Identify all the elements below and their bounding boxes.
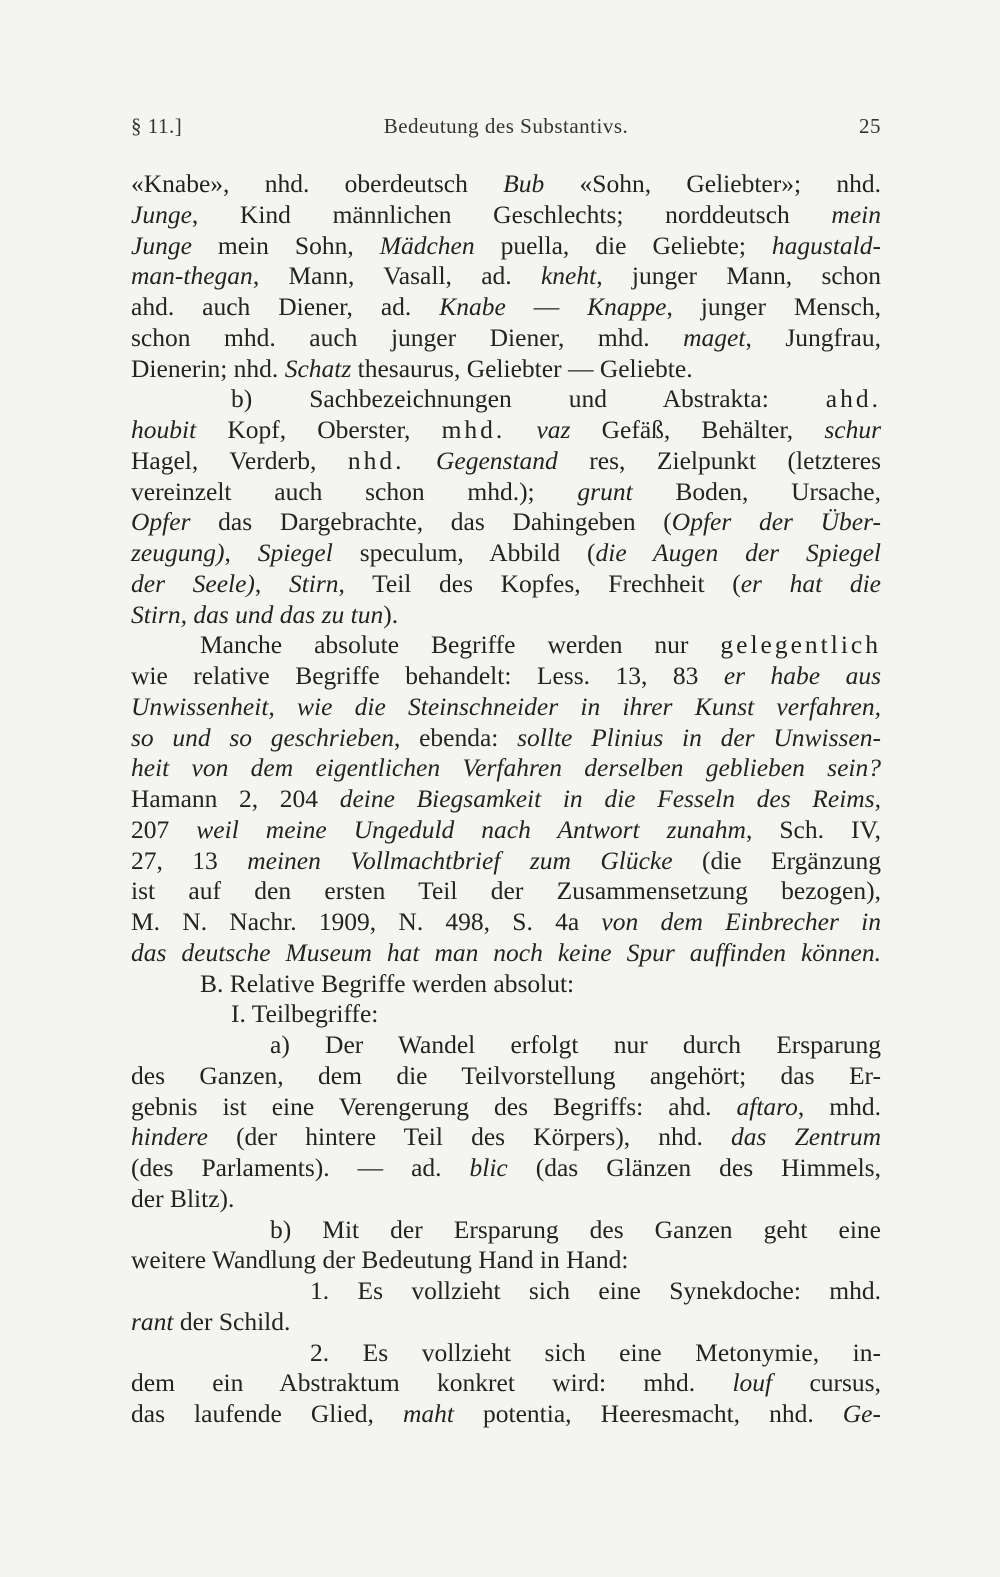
italic-term: Stirn — [288, 568, 339, 598]
text-segment: Dienerin; nhd. — [131, 353, 285, 383]
italic-term: Spiegel — [257, 538, 333, 567]
italic-term: Knabe — [439, 292, 506, 321]
italic-term: die Augen der Spiegel — [595, 538, 882, 567]
page-number: 25 — [859, 114, 881, 138]
text-line — [131, 690, 881, 724]
italic-term: Opfer der Über- — [671, 507, 881, 537]
text-segment: Kopf, Oberster, — [196, 415, 442, 444]
text-line — [131, 1059, 881, 1093]
italic-term: meinen Vollmachtbrief zum Glücke — [247, 845, 673, 875]
text-line — [131, 782, 881, 816]
italic-term: von dem Einbrecher in — [601, 907, 881, 936]
text-segment: speculum, Abbild ( — [332, 538, 596, 567]
italic-term: vaz — [536, 415, 571, 444]
text-line — [131, 1397, 881, 1431]
text-segment: ahd. — [825, 384, 881, 414]
text-line — [131, 567, 881, 601]
text-line — [131, 1305, 881, 1339]
text-segment: (des Parlaments). — ad. — [131, 1153, 470, 1182]
text-segment: , — [254, 568, 289, 598]
italic-term: maget — [683, 322, 746, 352]
text-segment: gebnis ist eine Verengerung des Begriffs: ahd. — [131, 1091, 737, 1121]
text-line — [131, 1182, 881, 1216]
italic-term: Junge — [131, 199, 192, 229]
text-line — [131, 1090, 881, 1124]
italic-term: Opfer — [131, 507, 191, 537]
text-line — [131, 505, 881, 539]
text-segment: (das Glänzen des Himmels, — [507, 1153, 881, 1182]
italic-term: rant — [131, 1306, 174, 1336]
text-line — [131, 659, 881, 693]
text-segment: M. N. Nachr. 1909, N. 498, S. 4a — [131, 907, 602, 936]
text-segment: (der hintere Teil des Körpers), nhd. — [207, 1122, 732, 1152]
text-segment: , — [224, 538, 258, 567]
italic-term: so und so geschrieben — [131, 722, 394, 752]
text-segment: cursus, — [772, 1368, 881, 1398]
text-line — [131, 598, 881, 632]
italic-term: heit von dem eigentlichen Verfahren derselben geblieben sein? — [131, 753, 881, 783]
text-segment: wie relative Begriffe behandelt: Less. 13, 83 — [131, 661, 724, 690]
text-segment: 1. Es vollzieht sich eine Synekdoche: mhd. — [310, 1276, 881, 1305]
text-segment: b) Sachbezeichnungen und Abstrakta: — [231, 384, 826, 414]
text-segment: , Jungfrau, — [745, 322, 881, 352]
text-line — [270, 1028, 881, 1062]
text-segment: ). — [383, 599, 399, 629]
italic-term: deine Biegsamkeit in die Fesseln des Reims, — [339, 784, 881, 813]
text-segment: — — [505, 292, 588, 321]
text-segment: , mhd. — [797, 1091, 881, 1121]
text-segment: 2. Es vollzieht sich eine Metonymie, in- — [310, 1337, 881, 1367]
text-line — [131, 475, 881, 509]
italic-term: houbit — [131, 415, 197, 444]
text-segment: res, Zielpunkt (letzteres — [557, 445, 881, 475]
text-line — [131, 444, 881, 478]
text-line — [200, 967, 881, 1001]
italic-term: man-thegan — [131, 261, 253, 291]
text-segment: , Mann, Vasall, ad. — [252, 261, 541, 291]
text-line — [310, 1274, 881, 1308]
text-segment: I. Teilbegriffe: — [231, 999, 379, 1029]
section-marker: § 11.] — [131, 114, 183, 138]
text-segment: gelegentlich — [720, 630, 881, 660]
text-segment: der Blitz). — [131, 1183, 235, 1213]
italic-term: er hat die — [740, 568, 881, 598]
text-segment: des Ganzen, dem die Teilvorstellung angehört; das Er- — [131, 1060, 881, 1090]
text-segment: b) Mit der Ersparung des Ganzen geht eine — [270, 1214, 881, 1244]
text-segment: «Knabe», nhd. oberdeutsch — [131, 169, 504, 198]
text-segment: «Sohn, Geliebter»; nhd. — [544, 169, 881, 198]
text-line — [131, 751, 881, 785]
text-segment: Hamann 2, 204 — [131, 784, 340, 813]
text-segment: das laufende Glied, — [131, 1399, 403, 1428]
text-line — [231, 382, 881, 416]
italic-term: er habe aus — [723, 661, 882, 690]
text-segment: weitere Wandlung der Bedeutung Hand in Hand: — [131, 1245, 629, 1275]
text-segment: der Schild. — [173, 1306, 291, 1336]
text-line — [270, 1213, 881, 1247]
text-segment: Gefäß, Behälter, — [570, 415, 825, 444]
text-line — [131, 198, 881, 232]
text-line — [131, 290, 881, 324]
text-segment — [405, 446, 437, 475]
text-segment: dem ein Abstraktum konkret wird: mhd. — [131, 1368, 733, 1398]
italic-term: Unwissenheit, wie die Steinschneider in ihrer Kunst verfahren, — [131, 691, 881, 721]
italic-term: Gegenstand — [436, 445, 558, 475]
text-segment: nhd. — [347, 445, 405, 475]
text-line — [310, 1336, 881, 1370]
text-segment: das Dargebrachte, das Dahingeben ( — [190, 507, 672, 537]
italic-term: mein — [831, 199, 881, 229]
running-title: Bedeutung des Substantivs. — [383, 114, 629, 138]
text-line — [131, 229, 881, 263]
text-segment: , Sch. IV, — [745, 814, 882, 844]
italic-term: Ge- — [842, 1399, 881, 1428]
text-segment: a) Der Wandel erfolgt nur durch Ersparung — [270, 1030, 881, 1059]
italic-term: Schatz — [284, 353, 352, 383]
text-segment: puella, die Geliebte; — [474, 230, 772, 260]
text-line — [131, 536, 881, 570]
text-segment: vereinzelt auch schon mhd.); — [131, 476, 578, 506]
text-line — [131, 844, 881, 878]
italic-term: hindere — [131, 1122, 208, 1152]
text-line — [131, 874, 881, 908]
text-segment: Hagel, Verderb, — [131, 445, 348, 475]
text-segment: B. Relative Begriffe werden absolut: — [200, 968, 575, 998]
text-segment: Manche absolute Begriffe werden nur — [200, 630, 721, 660]
text-line — [131, 905, 881, 939]
text-line — [131, 1366, 881, 1400]
text-line — [131, 413, 881, 447]
italic-term: aftaro — [736, 1091, 798, 1121]
italic-term: hagustald- — [771, 230, 881, 260]
italic-term: sollte Plinius in der Unwissen- — [517, 722, 881, 752]
italic-term: blic — [469, 1153, 508, 1182]
text-line — [131, 813, 881, 847]
italic-term: schur — [824, 415, 881, 444]
text-segment: schon mhd. auch junger Diener, mhd. — [131, 322, 684, 352]
text-segment: Boden, Ursache, — [632, 476, 881, 506]
italic-term: grunt — [577, 476, 633, 506]
text-segment: thesaurus, Geliebter — Geliebte. — [351, 353, 693, 383]
italic-term: Stirn, das und das zu tun — [131, 599, 384, 629]
italic-term: weil meine Ungeduld nach Antwort zunahm — [196, 814, 746, 844]
text-segment: 27, 13 — [131, 845, 248, 875]
text-segment: 207 — [131, 814, 197, 844]
text-segment — [505, 415, 536, 444]
text-line — [131, 352, 881, 386]
text-line — [200, 628, 881, 662]
text-line — [231, 997, 881, 1031]
text-segment: , Teil des Kopfes, Frechheit ( — [338, 568, 741, 598]
text-segment: , junger Mensch, — [666, 292, 881, 321]
running-header — [131, 114, 881, 144]
italic-term: das deutsche Museum hat man noch keine Spur auffinden können. — [131, 937, 881, 967]
text-line — [131, 936, 881, 970]
text-line — [131, 1120, 881, 1154]
italic-term: Mädchen — [379, 230, 475, 260]
text-line — [131, 721, 881, 755]
italic-term: kneht — [540, 261, 597, 291]
italic-term: Bub — [503, 169, 545, 198]
text-segment: , Kind männlichen Geschlechts; norddeutsch — [191, 199, 832, 229]
text-line — [131, 1243, 881, 1277]
text-line — [131, 321, 881, 355]
text-segment: potentia, Heeresmacht, nhd. — [453, 1399, 843, 1428]
italic-term: Knappe — [587, 292, 667, 321]
text-segment: ist auf den ersten Teil der Zusammensetzung bezogen), — [131, 876, 881, 906]
italic-term: louf — [732, 1368, 773, 1398]
italic-term: maht — [402, 1399, 454, 1428]
text-segment: ahd. auch Diener, ad. — [131, 292, 440, 321]
text-segment: mein Sohn, — [191, 230, 380, 260]
italic-term: der Seele) — [131, 568, 255, 598]
text-segment: mhd. — [441, 415, 506, 444]
text-line — [131, 167, 881, 201]
italic-term: Junge — [131, 230, 192, 260]
italic-term: das Zentrum — [731, 1122, 881, 1152]
text-segment: (die Ergänzung — [672, 845, 882, 875]
text-segment: , ebenda: — [393, 722, 518, 752]
italic-term: zeugung) — [131, 538, 225, 567]
text-line — [131, 1151, 881, 1185]
text-segment: , junger Mann, schon — [596, 261, 881, 291]
text-line — [131, 259, 881, 293]
